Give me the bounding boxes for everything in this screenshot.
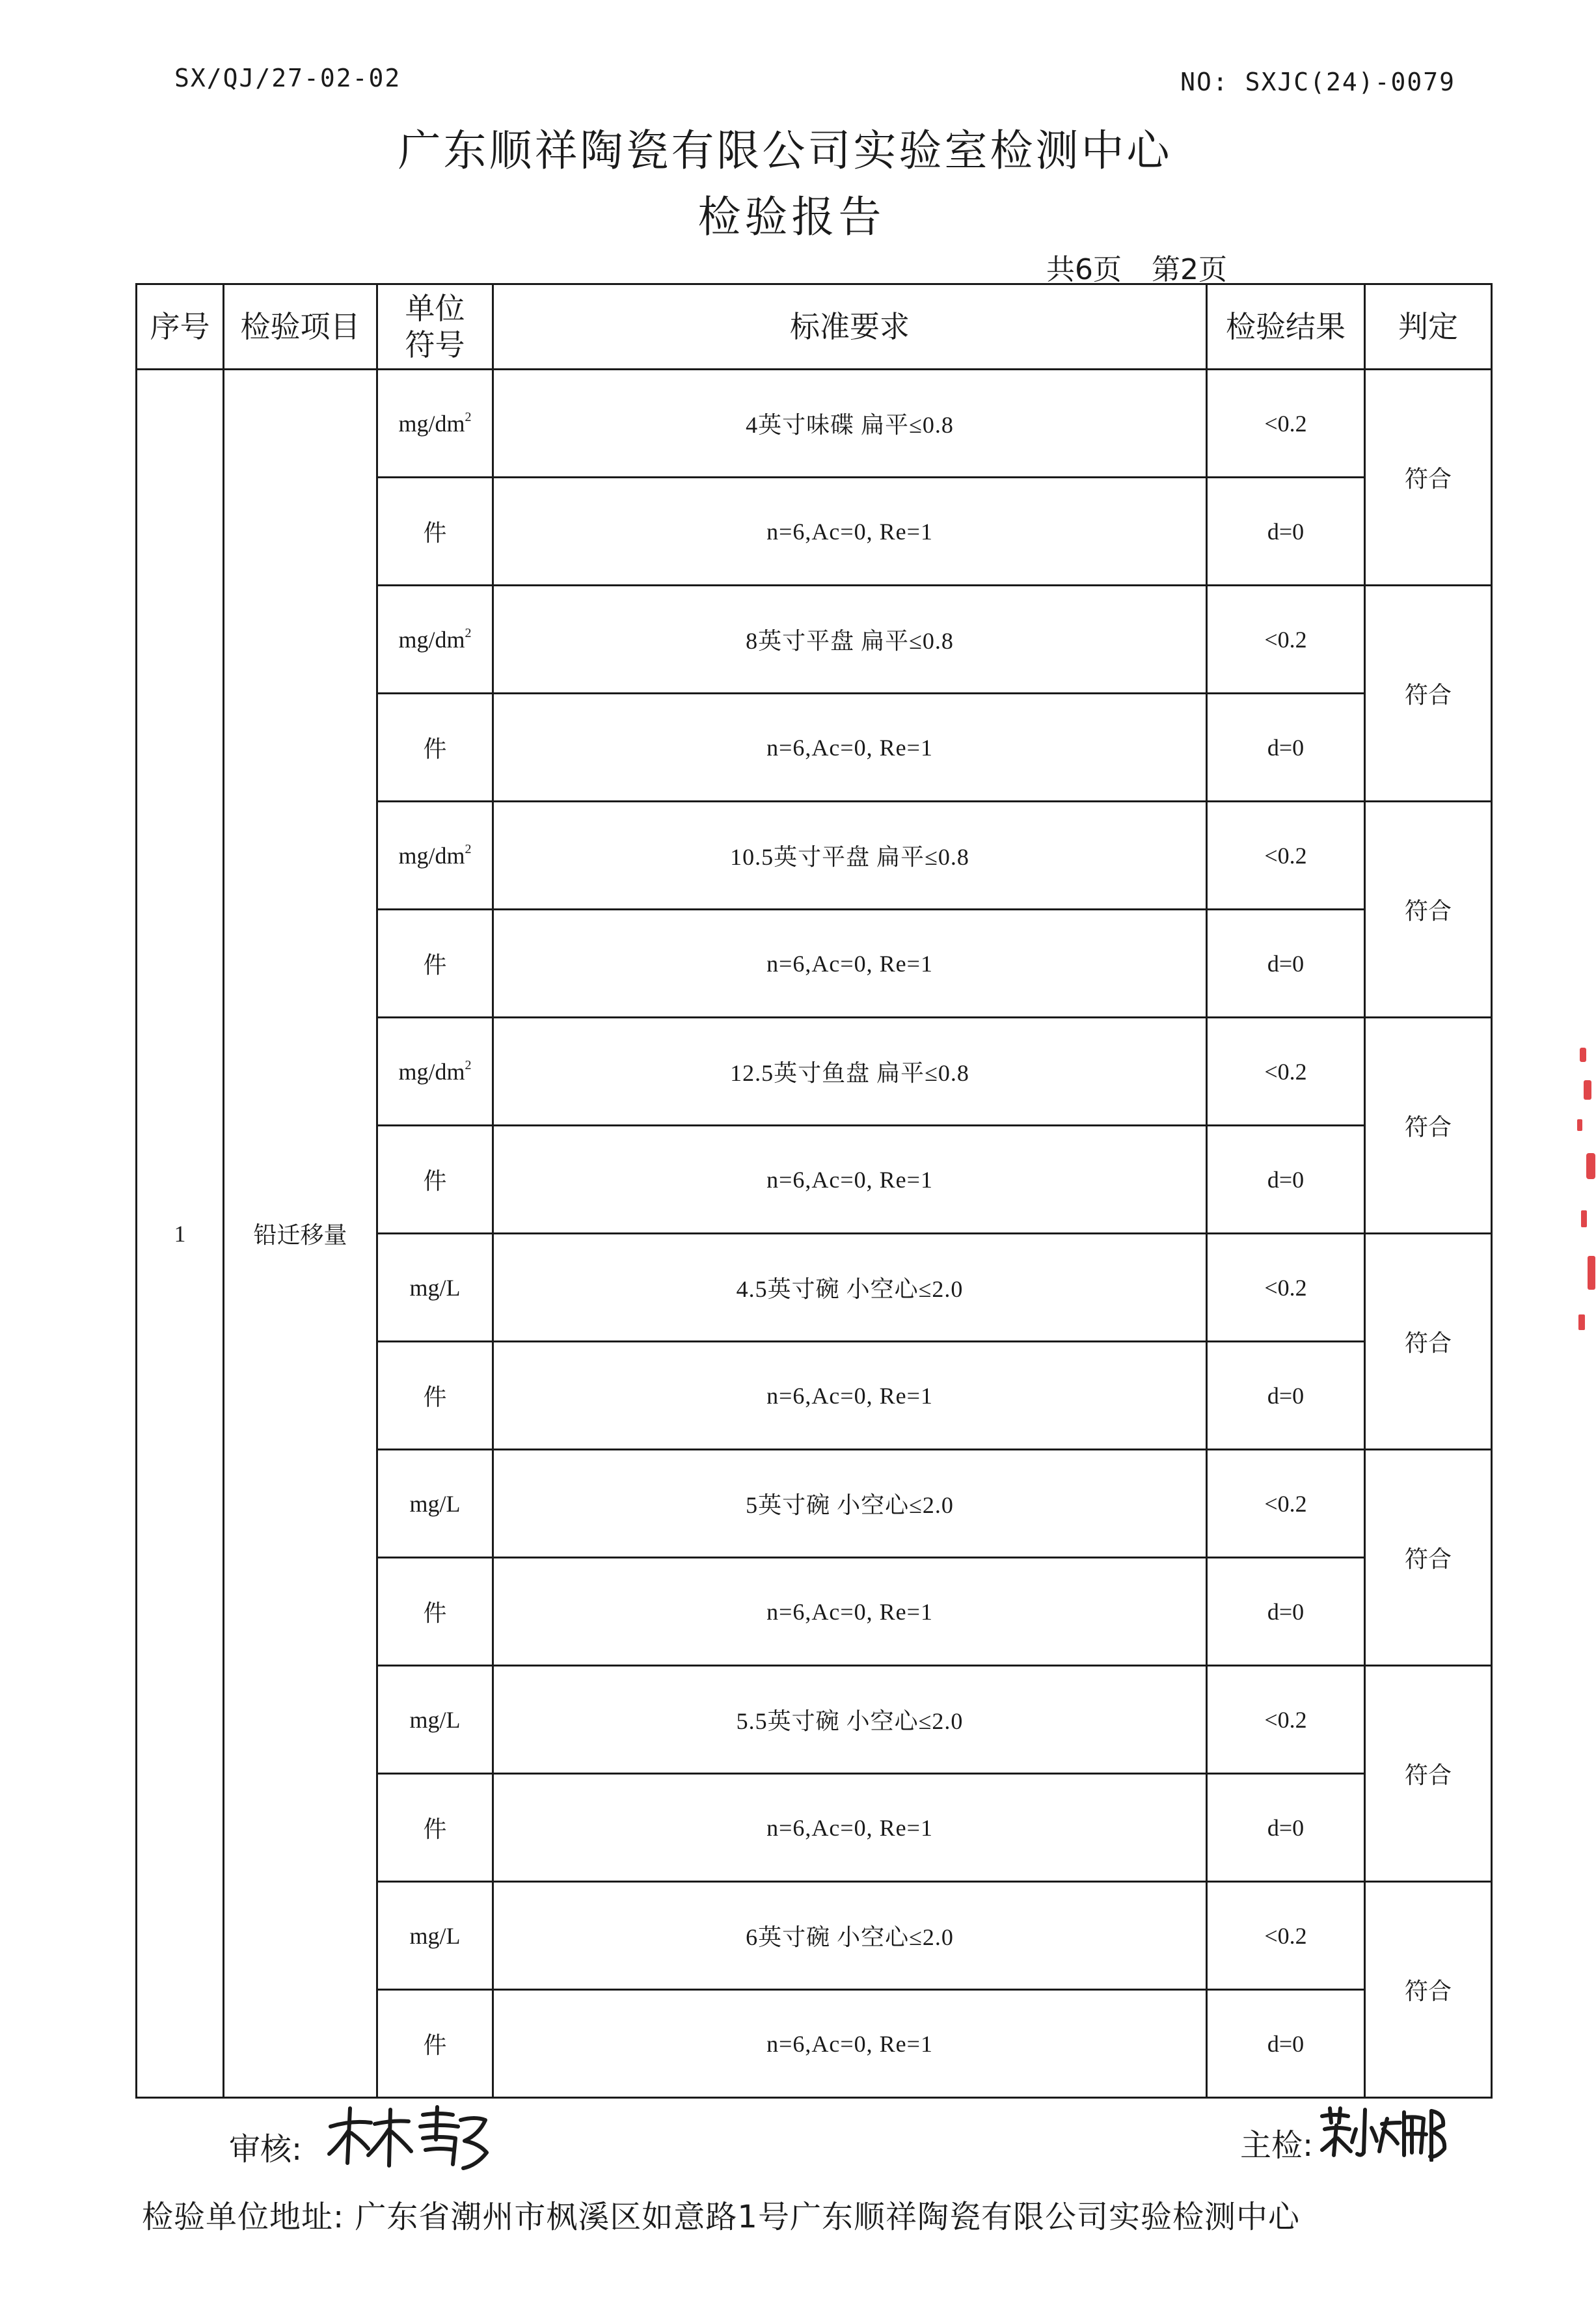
sample-standard-cell: n=6,Ac=0, Re=1 — [493, 694, 1207, 802]
sample-unit-cell: 件 — [377, 1126, 493, 1234]
header-result: 检验结果 — [1207, 284, 1365, 370]
organization-title: 广东顺祥陶瓷有限公司实验室检测中心 — [398, 126, 1172, 176]
result-cell: <0.2 — [1207, 586, 1365, 694]
sample-result-cell: d=0 — [1207, 694, 1365, 802]
judgement-cell: 符合 — [1365, 586, 1492, 802]
item-cell: 铅迁移量 — [224, 370, 377, 2098]
sample-standard-cell: n=6,Ac=0, Re=1 — [493, 1342, 1207, 1450]
unit-cell — [377, 370, 493, 478]
unit-cell — [377, 1666, 493, 1774]
result-cell: <0.2 — [1207, 370, 1365, 478]
unit-main: mg/L — [409, 1490, 461, 1517]
seq-cell: 1 — [137, 370, 224, 2098]
judgement-cell: 符合 — [1365, 1018, 1492, 1234]
unit-main: mg/dm — [398, 626, 465, 653]
standard-cell: 5英寸碗 小空心≤2.0 — [493, 1450, 1207, 1558]
inspection-table — [135, 283, 1493, 2099]
unit-superscript: 2 — [465, 625, 472, 640]
unit-superscript: 2 — [465, 1057, 472, 1072]
standard-cell: 8英寸平盘 扁平≤0.8 — [493, 586, 1207, 694]
sample-unit-cell: 件 — [377, 1342, 493, 1450]
sample-standard-cell: n=6,Ac=0, Re=1 — [493, 478, 1207, 586]
standard-cell: 12.5英寸鱼盘 扁平≤0.8 — [493, 1018, 1207, 1126]
header-item: 检验项目 — [224, 284, 377, 370]
sample-unit-cell: 件 — [377, 478, 493, 586]
unit-cell — [377, 586, 493, 694]
red-stamp-fragment — [1568, 1041, 1596, 1354]
unit-main: mg/dm — [398, 410, 465, 437]
unit-main: mg/L — [409, 1922, 461, 1949]
judgement-cell: 符合 — [1365, 1882, 1492, 2098]
unit-main: mg/L — [409, 1706, 461, 1733]
sample-unit-cell: 件 — [377, 910, 493, 1018]
sample-result-cell: d=0 — [1207, 1558, 1365, 1666]
standard-cell: 4.5英寸碗 小空心≤2.0 — [493, 1234, 1207, 1342]
sample-unit-cell: 件 — [377, 1774, 493, 1882]
report-title: 检验报告 — [697, 192, 886, 242]
standard-cell: 5.5英寸碗 小空心≤2.0 — [493, 1666, 1207, 1774]
sample-unit-cell: 件 — [377, 1990, 493, 2098]
judgement-cell: 符合 — [1365, 1234, 1492, 1450]
inspector-signature — [1319, 2103, 1450, 2162]
unit-cell — [377, 802, 493, 910]
header-judgement: 判定 — [1365, 284, 1492, 370]
unit-cell — [377, 1450, 493, 1558]
reviewer-signature — [325, 2101, 494, 2172]
sample-result-cell: d=0 — [1207, 1774, 1365, 1882]
result-cell: <0.2 — [1207, 802, 1365, 910]
header-unit-line2: 符号 — [405, 327, 465, 362]
header-unit-line1: 单位 — [405, 291, 465, 326]
current-page: 第2页 — [1152, 253, 1227, 286]
unit-cell — [377, 1018, 493, 1126]
report-number: NO: SXJC(24)-0079 — [1180, 68, 1455, 96]
unit-main: mg/dm — [398, 1058, 465, 1085]
sample-standard-cell: n=6,Ac=0, Re=1 — [493, 1126, 1207, 1234]
result-cell: <0.2 — [1207, 1234, 1365, 1342]
sample-result-cell: d=0 — [1207, 1990, 1365, 2098]
judgement-cell: 符合 — [1365, 370, 1492, 586]
unit-main: mg/L — [409, 1274, 461, 1301]
lab-address: 检验单位地址: 广东省潮州市枫溪区如意路1号广东顺祥陶瓷有限公司实验检测中心 — [142, 2199, 1300, 2235]
sample-standard-cell: n=6,Ac=0, Re=1 — [493, 1990, 1207, 2098]
judgement-cell: 符合 — [1365, 1450, 1492, 1666]
sample-unit-cell: 件 — [377, 694, 493, 802]
sample-result-cell: d=0 — [1207, 478, 1365, 586]
reviewer-label: 审核: — [229, 2131, 303, 2168]
sample-result-cell: d=0 — [1207, 1342, 1365, 1450]
unit-main: mg/dm — [398, 842, 465, 869]
sample-standard-cell: n=6,Ac=0, Re=1 — [493, 1558, 1207, 1666]
sample-result-cell: d=0 — [1207, 910, 1365, 1018]
unit-superscript: 2 — [465, 841, 472, 856]
table-header-row — [137, 284, 1492, 370]
header-unit — [377, 284, 493, 370]
sample-unit-cell: 件 — [377, 1558, 493, 1666]
header-seq: 序号 — [137, 284, 224, 370]
page-info — [1046, 246, 1257, 288]
unit-cell — [377, 1234, 493, 1342]
result-cell: <0.2 — [1207, 1018, 1365, 1126]
document-code: SX/QJ/27-02-02 — [174, 64, 401, 92]
judgement-cell: 符合 — [1365, 1666, 1492, 1882]
standard-cell: 10.5英寸平盘 扁平≤0.8 — [493, 802, 1207, 910]
sample-result-cell: d=0 — [1207, 1126, 1365, 1234]
judgement-cell: 符合 — [1365, 802, 1492, 1018]
total-pages: 共6页 — [1046, 253, 1122, 286]
header-standard: 标准要求 — [493, 284, 1207, 370]
standard-cell: 4英寸味碟 扁平≤0.8 — [493, 370, 1207, 478]
inspector-label: 主检: — [1240, 2127, 1314, 2164]
sample-standard-cell: n=6,Ac=0, Re=1 — [493, 910, 1207, 1018]
unit-superscript: 2 — [465, 409, 472, 424]
result-cell: <0.2 — [1207, 1666, 1365, 1774]
result-cell: <0.2 — [1207, 1450, 1365, 1558]
result-cell: <0.2 — [1207, 1882, 1365, 1990]
sample-standard-cell: n=6,Ac=0, Re=1 — [493, 1774, 1207, 1882]
standard-cell: 6英寸碗 小空心≤2.0 — [493, 1882, 1207, 1990]
table-row — [137, 370, 1492, 478]
unit-cell — [377, 1882, 493, 1990]
